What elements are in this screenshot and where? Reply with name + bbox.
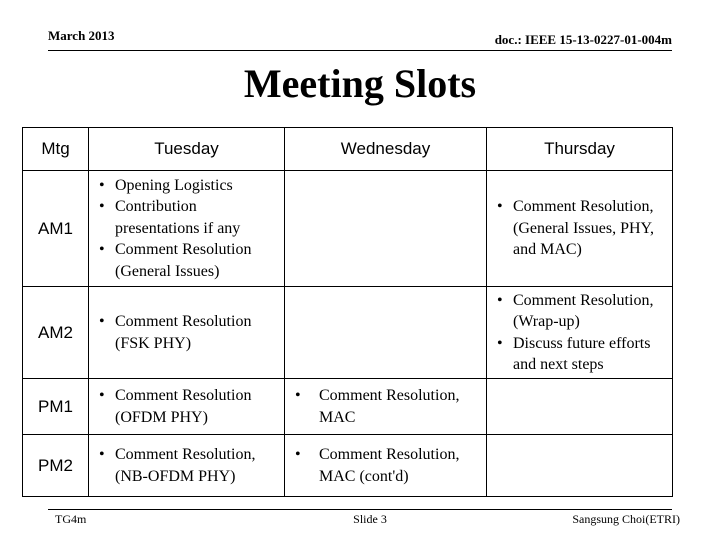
slide-title: Meeting Slots <box>243 61 477 106</box>
tuesday-pm2-cell <box>89 435 285 497</box>
header-divider <box>48 50 672 51</box>
slot-label: AM2 <box>23 287 89 379</box>
thursday-pm2-cell <box>487 435 673 497</box>
footer-divider <box>48 509 672 510</box>
tuesday-pm1-cell <box>89 379 285 435</box>
list-item: • Comment Resolution (OFDM PHY) <box>99 385 284 428</box>
header-date: March 2013 <box>48 28 115 43</box>
thursday-am2-cell <box>487 287 673 379</box>
wednesday-am1-cell <box>285 171 487 287</box>
wednesday-pm2-cell <box>285 435 487 497</box>
table-row-pm2 <box>23 435 673 497</box>
list-item: • Comment Resolution (FSK PHY) <box>99 311 284 354</box>
column-header-mtg: Mtg <box>23 128 89 171</box>
slot-label: AM1 <box>23 171 89 287</box>
wednesday-am2-cell <box>285 287 487 379</box>
list-item: • Comment Resolution (General Issues) <box>99 239 284 282</box>
list-item: • Contribution presentations if any <box>99 196 284 239</box>
column-header-tuesday: Tuesday <box>89 128 285 171</box>
list-item: • Comment Resolution, (Wrap-up) <box>497 290 672 333</box>
table-row-am1 <box>23 171 673 287</box>
list-item: • Comment Resolution, MAC <box>295 385 486 428</box>
list-item: • Comment Resolution, MAC (cont'd) <box>295 444 486 487</box>
column-header-wednesday: Wednesday <box>285 128 487 171</box>
tuesday-am1-cell <box>89 171 285 287</box>
slot-label: PM1 <box>23 379 89 435</box>
table-row-pm1 <box>23 379 673 435</box>
table-header-row <box>23 128 673 171</box>
footer-slide-number: Slide 3 <box>353 512 387 526</box>
list-item: • Opening Logistics <box>99 175 284 197</box>
footer-author: Sangsung Choi(ETRI) <box>572 512 680 526</box>
list-item: • Comment Resolution, (NB-OFDM PHY) <box>99 444 284 487</box>
header-doc-id: doc.: IEEE 15-13-0227-01-004m <box>494 32 672 47</box>
wednesday-pm1-cell <box>285 379 487 435</box>
list-item: • Comment Resolution, (General Issues, PHY, and MAC) <box>497 196 672 261</box>
slot-label: PM2 <box>23 435 89 497</box>
table-row-am2 <box>23 287 673 379</box>
meeting-slots-table <box>22 127 673 497</box>
column-header-thursday: Thursday <box>487 128 673 171</box>
thursday-am1-cell <box>487 171 673 287</box>
tuesday-am2-cell <box>89 287 285 379</box>
footer-group: TG4m <box>55 512 87 526</box>
thursday-pm1-cell <box>487 379 673 435</box>
list-item: • Discuss future efforts and next steps <box>497 333 672 376</box>
